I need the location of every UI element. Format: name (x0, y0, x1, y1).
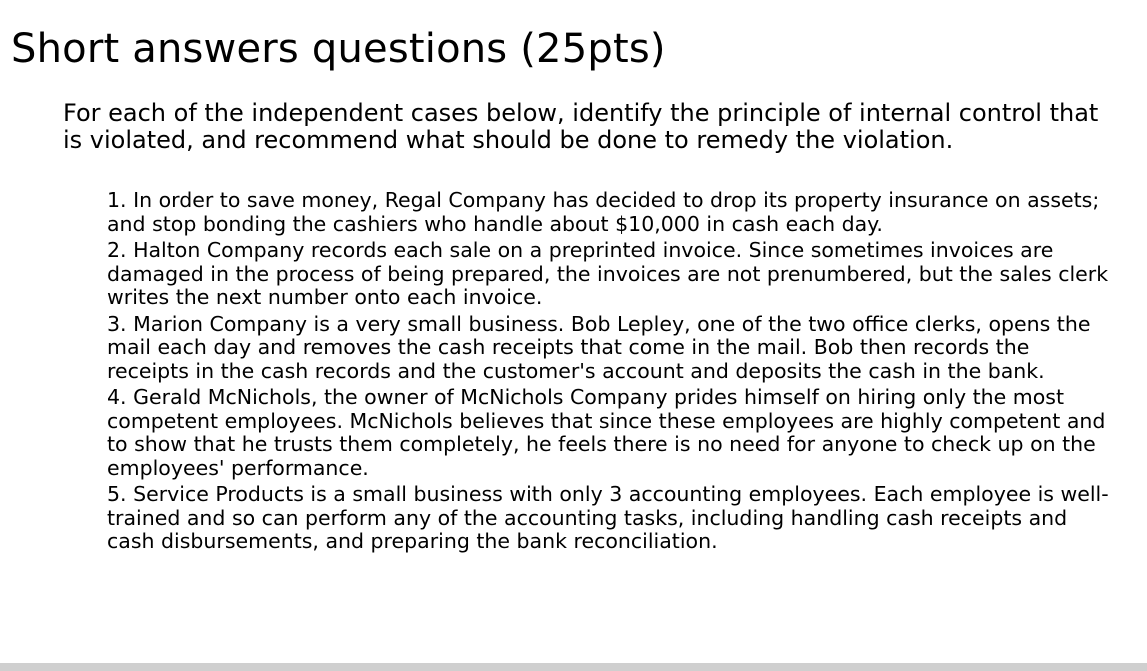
case-item-4: 4. Gerald McNichols, the owner of McNichols Company prides himself on hiring only the most competent employees. McNichols believes that since these employees are highly competent and to show that he trusts them completely, he feels there is no need for anyone to check up on the employees' performance. (107, 385, 1106, 480)
case-item-2: 2. Halton Company records each sale on a preprinted invoice. Since sometimes invoices are damaged in the process of being prepared, the invoices are not prenumbered, but the sales clerk writes the next number onto each invoice. (107, 238, 1109, 309)
slide-title: Short answers questions (25pts) (11, 26, 666, 72)
slide-bottom-border (0, 663, 1147, 671)
case-item-3: 3. Marion Company is a very small business. Bob Lepley, one of the two office clerks, opens the mail each day and removes the cash receipts that come in the mail. Bob then records the receipts in the cash records and the customer's account and deposits the cash in the bank. (107, 311, 1091, 383)
instructions-paragraph: For each of the independent cases below, identify the principle of internal control that is violated, and recommend what should be done to remedy the violation. (63, 99, 1099, 154)
case-item-5: 5. Service Products is a small business with only 3 accounting employees. Each employee is well-trained and so can perform any of the accounting tasks, including handling cash receipts and cash disbursements, and preparing the bank reconciliation. (107, 482, 1109, 553)
case-item-1: 1. In order to save money, Regal Company has decided to drop its property insurance on assets; and stop bonding the cashiers who handle about $10,000 in cash each day. (107, 188, 1100, 236)
case-list (107, 189, 1117, 557)
